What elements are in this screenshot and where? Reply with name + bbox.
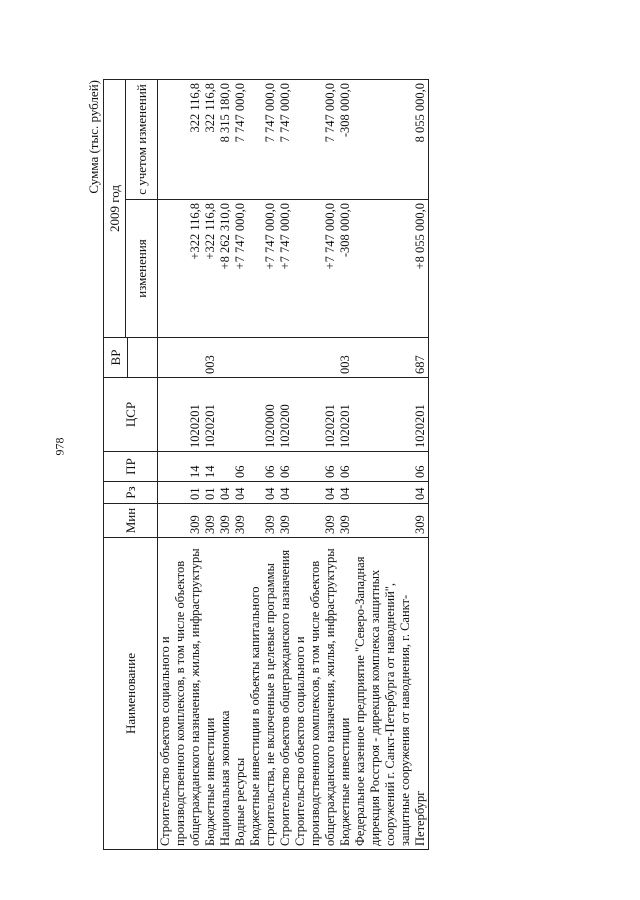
cell-name: Строительство объектов общегражданского назначения [278, 538, 293, 850]
table-body [158, 80, 429, 850]
cell-pr: 14 [203, 452, 218, 482]
cell-change: +7 747 000,0 [278, 200, 293, 338]
cell-pr: 06 [278, 452, 293, 482]
cell-change: -308 000,0 [338, 200, 353, 338]
cell-vr [278, 338, 293, 378]
header-changes: изменения [126, 200, 158, 338]
budget-table [103, 79, 429, 850]
cell-total: 322 116,8 [158, 80, 204, 200]
cell-min: 309 [338, 504, 353, 538]
rotated-page-content [85, 80, 565, 850]
cell-min: 309 [248, 504, 278, 538]
cell-rz: 04 [233, 482, 248, 504]
cell-pr: 06 [353, 452, 429, 482]
cell-total: 7 747 000,0 [278, 80, 293, 200]
cell-csr: 1020201 [293, 378, 338, 452]
header-min: Мин [104, 504, 158, 538]
cell-change: +322 116,8 [158, 200, 204, 338]
cell-pr: 06 [248, 452, 278, 482]
cell-min: 309 [233, 504, 248, 538]
cell-change: +8 055 000,0 [353, 200, 429, 338]
header-year: 2009 год [104, 80, 126, 338]
table-row [158, 80, 204, 850]
header-pr: ПР [104, 452, 158, 482]
cell-csr: 1020201 [353, 378, 429, 452]
cell-csr: 1020201 [158, 378, 204, 452]
cell-vr [233, 338, 248, 378]
cell-change: +7 747 000,0 [293, 200, 338, 338]
cell-change: +8 262 310,0 [218, 200, 233, 338]
table-row [278, 80, 293, 850]
cell-rz: 04 [278, 482, 293, 504]
table-row [293, 80, 338, 850]
cell-rz: 04 [353, 482, 429, 504]
cell-name: Водные ресурсы [233, 538, 248, 850]
cell-rz: 01 [158, 482, 204, 504]
table-row [353, 80, 429, 850]
header-vr-empty [128, 338, 158, 378]
cell-rz: 04 [218, 482, 233, 504]
cell-min: 309 [293, 504, 338, 538]
header-rz: Рз [104, 482, 158, 504]
header-with-changes: с учетом изменений [126, 80, 158, 200]
units-caption: Сумма (тыс. рублей) [86, 80, 101, 194]
cell-change: +7 747 000,0 [248, 200, 278, 338]
cell-csr [233, 378, 248, 452]
cell-total: 8 055 000,0 [353, 80, 429, 200]
cell-change: +322 116,8 [203, 200, 218, 338]
cell-min: 309 [278, 504, 293, 538]
cell-min: 309 [203, 504, 218, 538]
table-row [218, 80, 233, 850]
cell-vr [218, 338, 233, 378]
cell-min: 309 [158, 504, 204, 538]
header-csr: ЦСР [104, 378, 158, 452]
cell-name: Бюджетные инвестиции [338, 538, 353, 850]
cell-total: 7 747 000,0 [293, 80, 338, 200]
cell-name: Строительство объектов социального и производственного комплексов, в том числе объектов общегражданского назначения, жилья, инфраструктуры [158, 538, 204, 850]
cell-name: Национальная экономика [218, 538, 233, 850]
cell-csr: 1020201 [338, 378, 353, 452]
cell-rz: 01 [203, 482, 218, 504]
cell-vr: 687 [353, 338, 429, 378]
cell-name: Бюджетные инвестиции [203, 538, 218, 850]
cell-name: Строительство объектов социального и производственного комплексов, в том числе объектов общегражданского назначения, жилья, инфраструктуры [293, 538, 338, 850]
cell-min: 309 [218, 504, 233, 538]
cell-pr: 06 [338, 452, 353, 482]
cell-csr [218, 378, 233, 452]
cell-rz: 04 [338, 482, 353, 504]
cell-pr: 14 [158, 452, 204, 482]
table-row [203, 80, 218, 850]
cell-name: Бюджетные инвестиции в объекты капитального строительства, не включенные в целевые программы [248, 538, 278, 850]
cell-pr: 06 [293, 452, 338, 482]
cell-name: Федеральное казенное предприятие "Северо-Западная дирекция Росстроя - дирекция комплекса защитных сооружений г. Санкт-Петербурга от наводнений", защитные сооружения от наводнения, г. Санкт-Петербург [353, 538, 429, 850]
cell-csr: 1020200 [278, 378, 293, 452]
table-row [248, 80, 278, 850]
cell-vr [248, 338, 278, 378]
cell-csr: 1020201 [203, 378, 218, 452]
cell-change: +7 747 000,0 [233, 200, 248, 338]
cell-vr: 003 [338, 338, 353, 378]
table-row [233, 80, 248, 850]
cell-total: 322 116,8 [203, 80, 218, 200]
cell-total: 7 747 000,0 [248, 80, 278, 200]
cell-total: 7 747 000,0 [233, 80, 248, 200]
header-name: Наименование [104, 538, 158, 850]
cell-total: 8 315 180,0 [218, 80, 233, 200]
cell-pr [218, 452, 233, 482]
cell-vr [293, 338, 338, 378]
table-row [338, 80, 353, 850]
header-vr: ВР [104, 338, 128, 378]
cell-csr: 1020000 [248, 378, 278, 452]
cell-vr: 003 [203, 338, 218, 378]
cell-pr: 06 [233, 452, 248, 482]
cell-min: 309 [353, 504, 429, 538]
cell-rz: 04 [248, 482, 278, 504]
cell-vr [158, 338, 204, 378]
cell-total: -308 000,0 [338, 80, 353, 200]
cell-rz: 04 [293, 482, 338, 504]
page-number: 978 [52, 437, 67, 456]
